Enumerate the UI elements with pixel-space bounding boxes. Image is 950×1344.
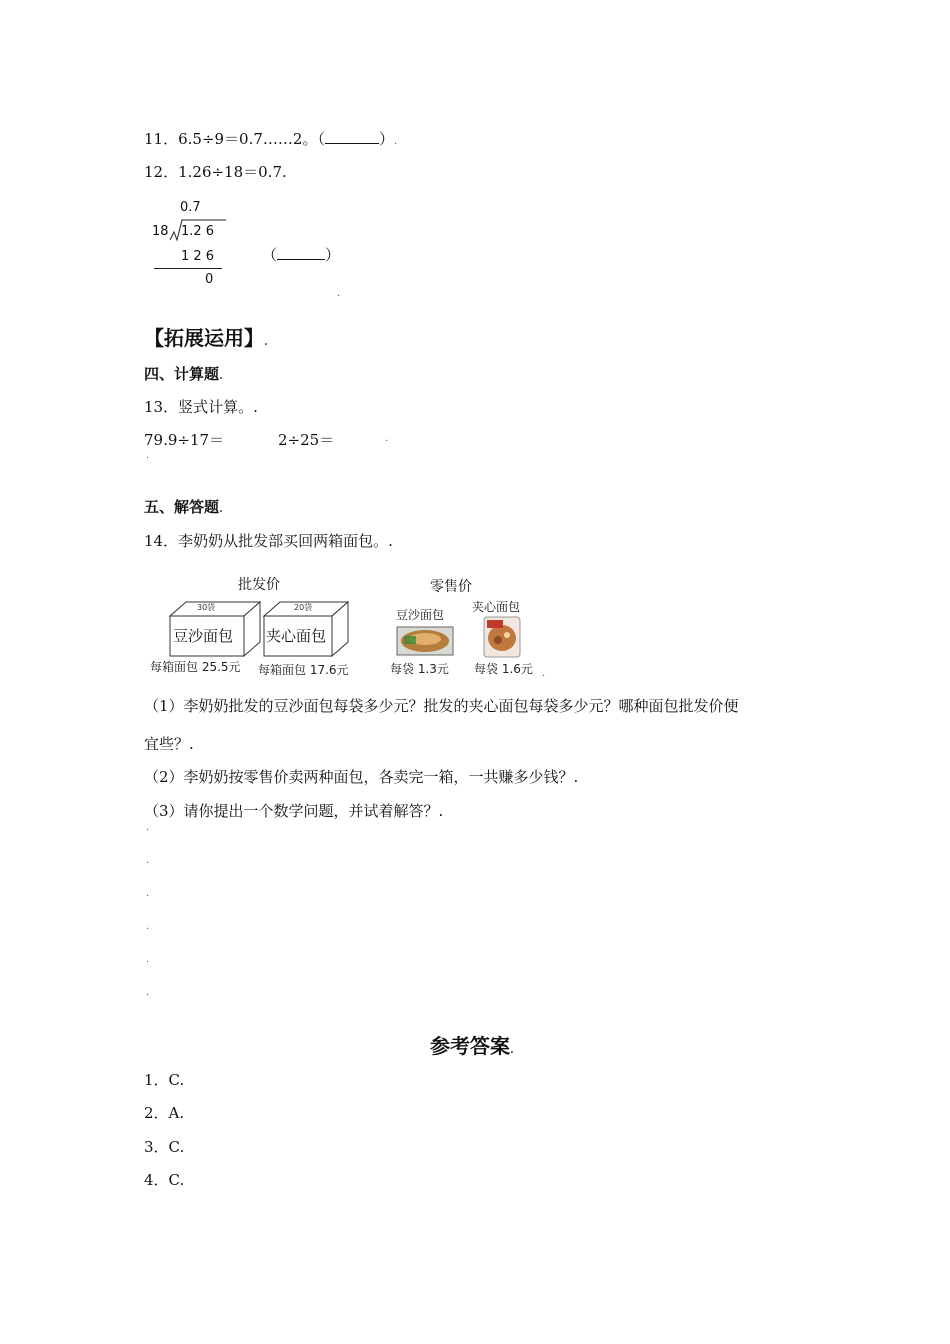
answers-heading bbox=[430, 1030, 514, 1059]
question-11-text: 11．6.5÷9＝0.7……2。（ bbox=[144, 130, 325, 148]
question-14: 14．李奶奶从批发部买回两箱面包。. bbox=[144, 532, 393, 550]
paren-open: （ bbox=[262, 246, 278, 264]
calc-2-div-25: 2÷25＝ bbox=[278, 431, 335, 449]
paragraph-mark: . bbox=[146, 954, 150, 965]
bread1-label: 豆沙面包 bbox=[396, 608, 445, 622]
paragraph-mark: . bbox=[393, 136, 398, 147]
wholesale-title: 批发价 bbox=[238, 577, 280, 593]
long-division-remainder: 0 bbox=[205, 272, 214, 287]
paragraph-mark: . bbox=[337, 288, 341, 299]
box1-price: 每箱面包 25.5元 bbox=[150, 660, 241, 674]
paragraph-mark: . bbox=[146, 855, 150, 866]
long-division-quotient: 0.7 bbox=[180, 200, 201, 215]
answer-blank-12[interactable] bbox=[277, 247, 325, 260]
long-division-figure bbox=[148, 198, 238, 290]
paragraph-mark: . bbox=[146, 888, 150, 899]
section-heading-extension bbox=[144, 322, 268, 351]
long-division-rule bbox=[154, 268, 222, 269]
calc-79-9-div-17: 79.9÷17＝ bbox=[144, 431, 225, 449]
section-heading-text: 【拓展运用】 bbox=[144, 326, 264, 350]
box1-count: 30袋 bbox=[197, 603, 216, 612]
question-12: 12．1.26÷18＝0.7. bbox=[144, 163, 287, 181]
bread1-price: 每袋 1.3元 bbox=[390, 662, 449, 676]
part-heading-text: 四、计算题 bbox=[144, 365, 220, 383]
answer-2: 2．A. bbox=[144, 1104, 185, 1122]
paragraph-mark: . bbox=[510, 1045, 514, 1056]
retail-title: 零售价 bbox=[430, 579, 472, 595]
answers-heading-text: 参考答案 bbox=[430, 1034, 510, 1058]
paragraph-mark: . bbox=[219, 504, 223, 515]
paragraph-mark: . bbox=[146, 921, 150, 932]
box2-label: 夹心面包 bbox=[266, 627, 327, 645]
bread2-label: 夹心面包 bbox=[472, 600, 521, 614]
box2-price: 每箱面包 17.6元 bbox=[258, 663, 349, 677]
answer-1: 1．C. bbox=[144, 1071, 185, 1089]
bread-bag-image-jiaXin bbox=[482, 616, 522, 658]
question-14-part-3: （3）请你提出一个数学问题，并试着解答？. bbox=[144, 802, 444, 820]
box2-count: 20袋 bbox=[294, 603, 313, 612]
part-heading-4 bbox=[144, 363, 223, 384]
answer-paren-12 bbox=[262, 244, 340, 265]
answer-3: 3．C. bbox=[144, 1138, 185, 1156]
question-11 bbox=[144, 128, 397, 149]
question-14-part-1-line-2: 宜些？. bbox=[144, 735, 194, 753]
bread-bag-image-douSha bbox=[396, 626, 454, 656]
paragraph-mark: . bbox=[146, 987, 150, 998]
question-13: 13．竖式计算。. bbox=[144, 398, 258, 416]
long-division-divisor: 18 bbox=[152, 224, 169, 239]
part-heading-text: 五、解答题 bbox=[144, 498, 220, 516]
bread-price-figure bbox=[144, 568, 554, 683]
question-14-part-1-line-1: （1）李奶奶批发的豆沙面包每袋多少元？批发的夹心面包每袋多少元？哪种面包批发价便 bbox=[144, 697, 739, 715]
paragraph-mark: . bbox=[146, 450, 150, 461]
long-division-product: 1 2 6 bbox=[181, 249, 215, 264]
paragraph-mark: . bbox=[264, 337, 268, 348]
question-11-close: ） bbox=[378, 130, 394, 148]
long-division-dividend: 1.2 6 bbox=[181, 224, 215, 239]
paren-close: ） bbox=[325, 246, 341, 264]
paragraph-mark: . bbox=[385, 433, 389, 444]
box1-label: 豆沙面包 bbox=[173, 627, 234, 645]
answer-4: 4．C. bbox=[144, 1171, 185, 1189]
question-14-part-2: （2）李奶奶按零售价卖两种面包，各卖完一箱，一共赚多少钱？. bbox=[144, 768, 579, 786]
answer-blank-11[interactable] bbox=[325, 131, 379, 144]
paragraph-mark: . bbox=[542, 668, 546, 679]
bread2-price: 每袋 1.6元 bbox=[474, 662, 533, 676]
part-heading-5 bbox=[144, 496, 223, 517]
paragraph-mark: . bbox=[219, 371, 223, 382]
paragraph-mark: . bbox=[146, 822, 150, 833]
